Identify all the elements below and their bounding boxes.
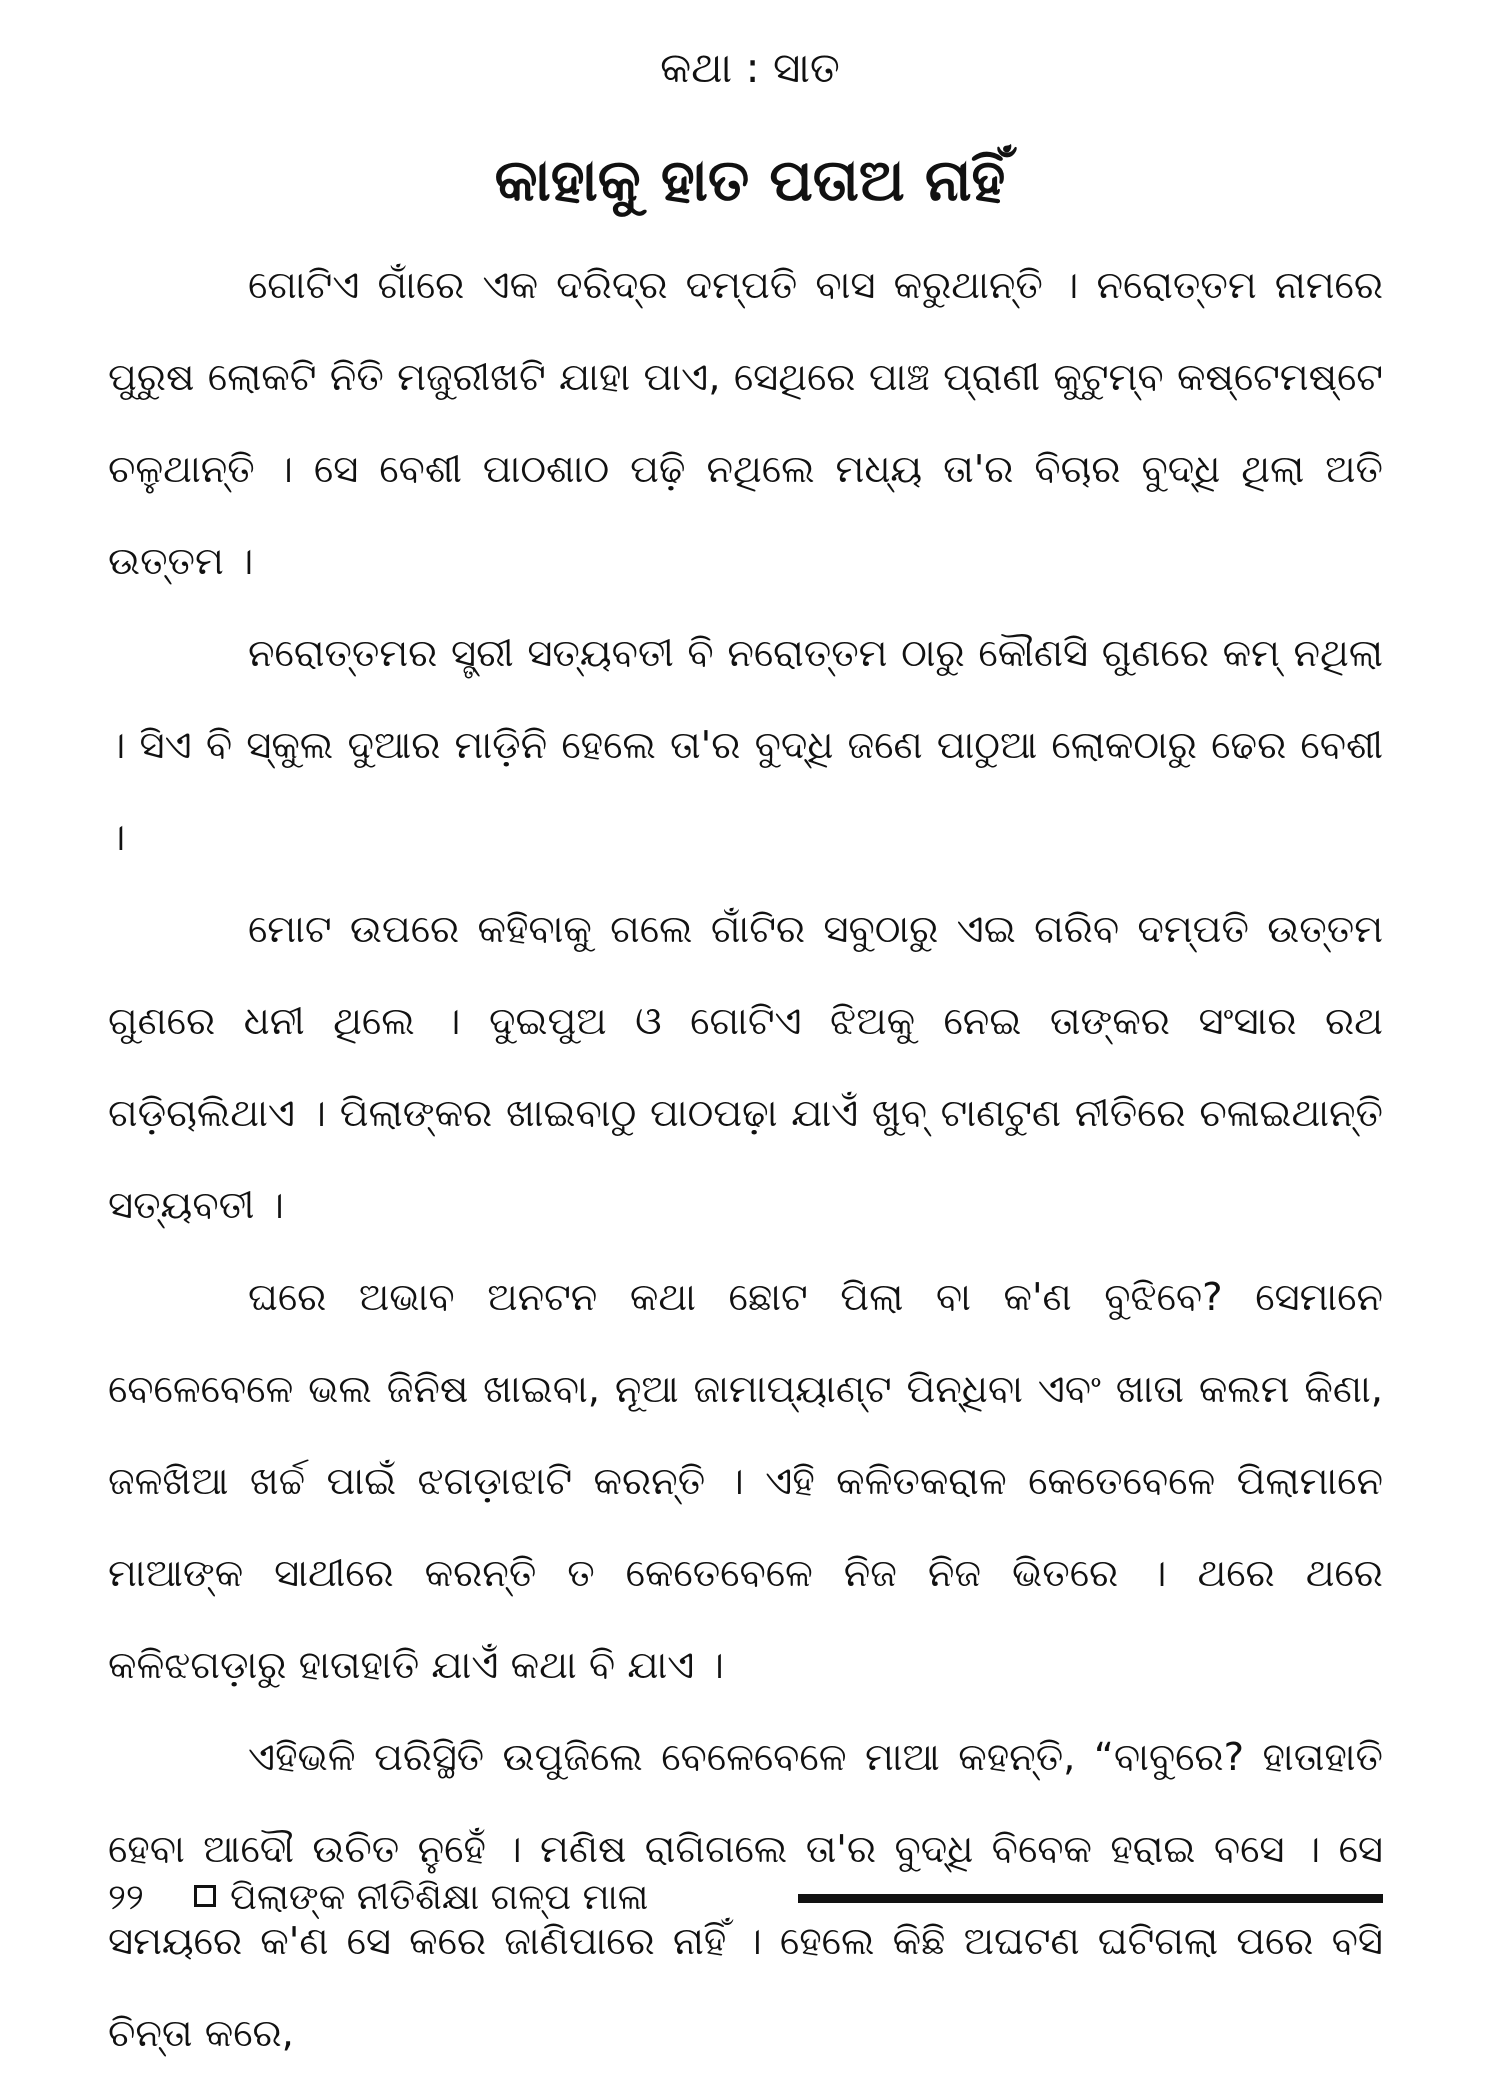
- paragraph-4: ଘରେ ଅଭାବ ଅନଟନ କଥା ଛୋଟ ପିଲା ବା କ'ଣ ବୁଝିବେ? ସେମାନେ ବେଳେବେଳେ ଭଲ ଜିନିଷ ଖାଇବା, ନୂଆ ଜାମାପ୍ୟାଣ୍ଟ ପିନ୍ଧିବା ଏବଂ ଖାତା କଲମ କିଣା, ଜଳଖିଆ ଖର୍ଚ୍ଚ ପାଇଁ ଝଗଡ଼ାଝାଟି କରନ୍ତି । ଏହି କଳିତକରାଳ କେତେବେଳେ ପିଲାମାନେ ମାଆଙ୍କ ସାଥୀରେ କରନ୍ତି ତ କେତେବେଳେ ନିଜ ନିଜ ଭିତରେ । ଥରେ ଥରେ କଳିଝଗଡ଼ାରୁ ହାତାହାତି ଯାଏଁ କଥା ବି ଯାଏ ।: [108, 1275, 1383, 1688]
- paragraph-3: ମୋଟ ଉପରେ କହିବାକୁ ଗଲେ ଗାଁଟିର ସବୁଠାରୁ ଏଇ ଗରିବ ଦମ୍ପତି ଉତ୍ତମ ଗୁଣରେ ଧନୀ ଥିଲେ । ଦୁଇପୁଅ ଓ ଗୋଟିଏ ଝିଅକୁ ନେଇ ତାଙ୍କର ସଂସାର ରଥ ଗଡ଼ିଚାଲିଥାଏ । ପିଲାଙ୍କର ଖାଇବାଠୁ ପାଠପଢ଼ା ଯାଏଁ ଖୁବ୍ ଟାଣଟୁଣ ନୀତିରେ ଚଳାଇଥାନ୍ତି ସତ୍ୟବତୀ ।: [108, 907, 1383, 1228]
- footer-rule: [798, 1894, 1383, 1903]
- paragraph-5: ଏହିଭଳି ପରିସ୍ଥିତି ଉପୁଜିଲେ ବେଳେବେଳେ ମାଆ କହନ୍ତି, “ବାବୁରେ? ହାତାହାତି ହେବା ଆଦୌ ଉଚିତ ନୁହେଁ । ମଣିଷ ରାଗିଗଲେ ତା'ର ବୁଦ୍ଧି ବିବେକ ହରାଇ ବସେ । ସେ ସମୟରେ କ'ଣ ସେ କରେ ଜାଣିପାରେ ନାହିଁ । ହେଲେ କିଛି ଅଘଟଣ ଘଟିଗଲା ପରେ ବସି ଚିନ୍ତା କରେ,: [108, 1735, 1383, 2056]
- book-title: ପିଲାଙ୍କ ନୀତିଶିକ୍ଷା ଗଳ୍ପ ମାଳା: [230, 1877, 649, 1918]
- square-box-icon: [194, 1885, 216, 1907]
- story-body: [108, 240, 1383, 2080]
- paragraph-2: ନରୋତ୍ତମର ସ୍ତ୍ରୀ ସତ୍ୟବତୀ ବି ନରୋତ୍ତମ ଠାରୁ କୌଣସି ଗୁଣରେ କମ୍ ନଥିଲା । ସିଏ ବି ସ୍କୁଲ ଦୁଆର ମାଡ଼ିନି ହେଲେ ତା'ର ବୁଦ୍ଧି ଜଣେ ପାଠୁଆ ଲୋକଠାରୁ ଢେର ବେଶୀ ।: [108, 631, 1383, 860]
- page-footer: [108, 1868, 1383, 1928]
- paragraph-1: ଗୋଟିଏ ଗାଁରେ ଏକ ଦରିଦ୍ର ଦମ୍ପତି ବାସ କରୁଥାନ୍ତି । ନରୋତ୍ତମ ନାମରେ ପୁରୁଷ ଲୋକଟି ନିତି ମଜୁରୀଖଟି ଯାହା ପାଏ, ସେଥିରେ ପାଞ୍ଚ ପ୍ରାଣୀ କୁଟୁମ୍ବ କଷ୍ଟେମଷ୍ଟେ ଚଳୁଥାନ୍ତି । ସେ ବେଶୀ ପାଠଶାଠ ପଢ଼ି ନଥିଲେ ମଧ୍ୟ ତା'ର ବିଚାର ବୁଦ୍ଧି ଥିଲା ଅତି ଉତ୍ତମ ।: [108, 263, 1383, 584]
- story-title: କାହାକୁ ହାତ ପତାଅ ନାହିଁ: [494, 146, 1006, 214]
- chapter-label: କଥା : ସାତ: [660, 43, 840, 92]
- page-number: ୨୨: [108, 1877, 144, 1918]
